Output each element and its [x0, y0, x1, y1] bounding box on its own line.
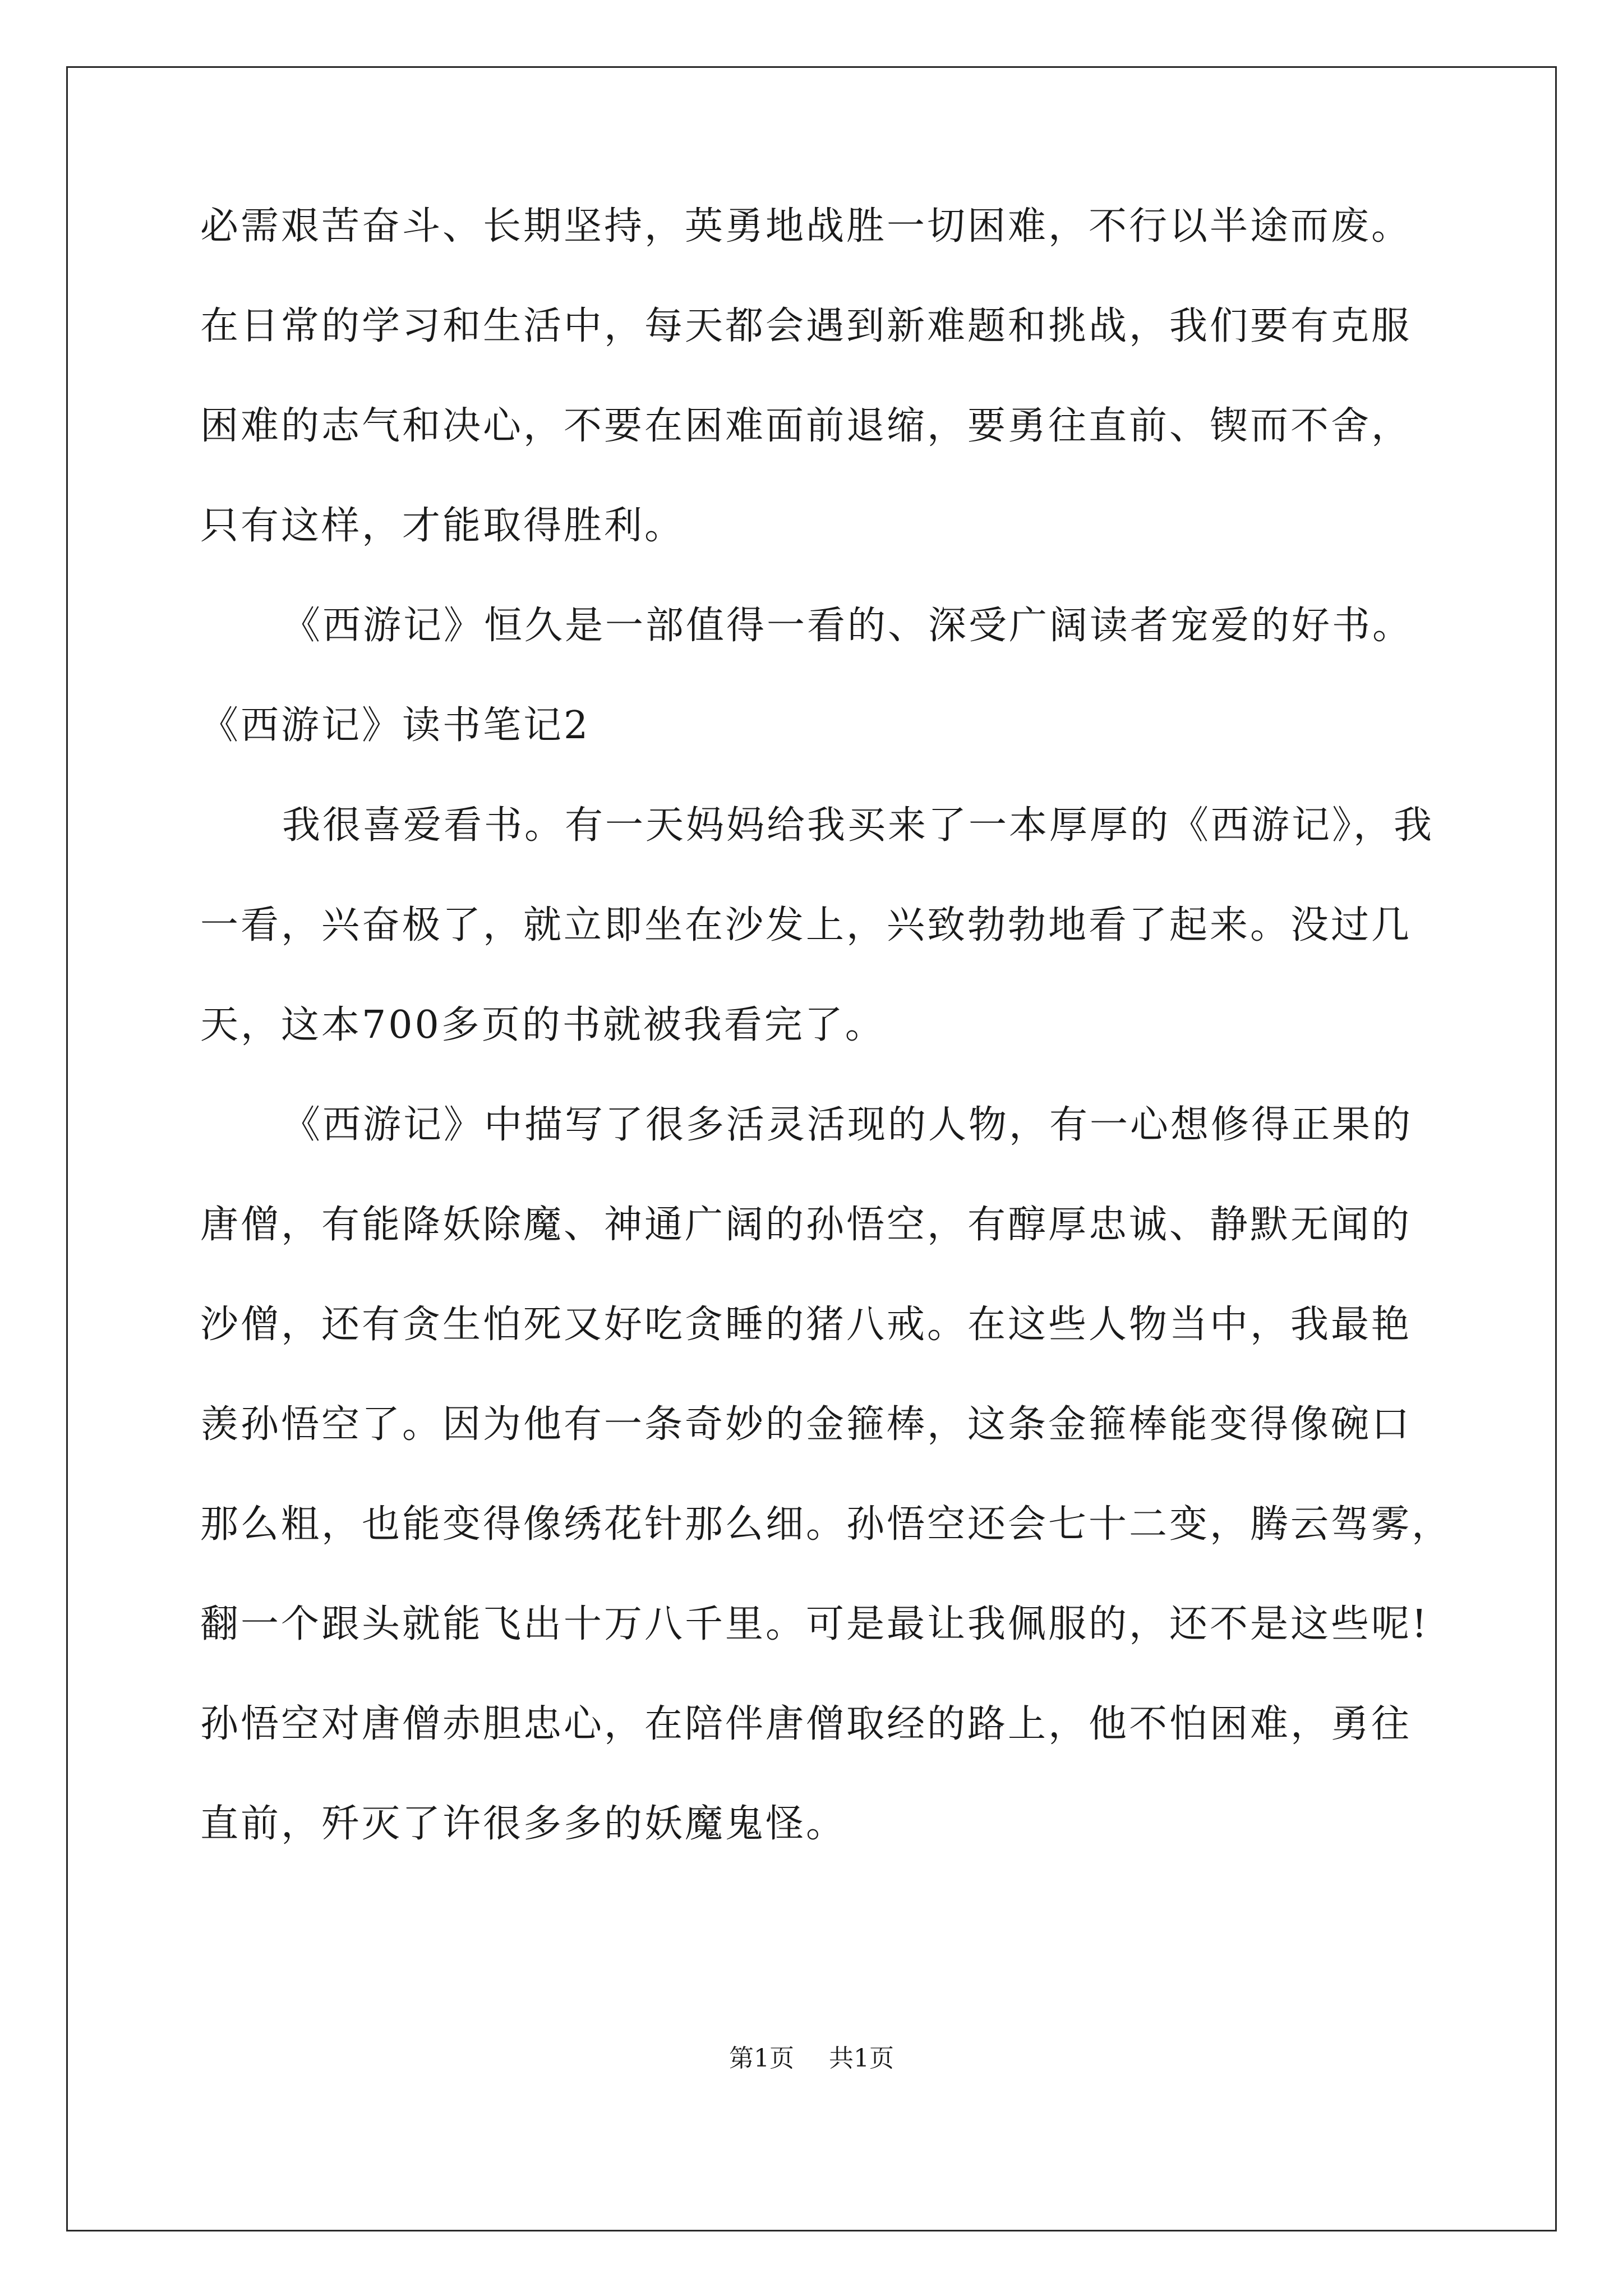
- text-line: 唐僧，有能降妖除魔、神通广阔的孙悟空，有醇厚忠诚、静默无闻的: [200, 1203, 1412, 1247]
- text-line: 翻一个跟头就能飞出十万八千里。可是最让我佩服的，还不是这些呢!: [200, 1602, 1430, 1646]
- text-line: 一看，兴奋极了，就立即坐在沙发上，兴致勃勃地看了起来。没过几: [200, 903, 1412, 947]
- text-line: 天，这本700多页的书就被我看完了。: [200, 1003, 886, 1047]
- text-line: 那么粗，也能变得像绣花针那么细。孙悟空还会七十二变，腾云驾雾，: [200, 1502, 1453, 1547]
- page-number-total: 共1页: [829, 2044, 894, 2073]
- text-line: 直前，歼灭了许很多多的妖魔鬼怪。: [200, 1802, 847, 1846]
- text-line: 羡孙悟空了。因为他有一条奇妙的金箍棒，这条金箍棒能变得像碗口: [200, 1402, 1412, 1447]
- text-line: 必需艰苦奋斗、长期坚持，英勇地战胜一切困难，不行以半途而废。: [200, 204, 1412, 249]
- text-line: 在日常的学习和生活中，每天都会遇到新难题和挑战，我们要有克服: [200, 304, 1412, 348]
- text-line: 只有这样，才能取得胜利。: [200, 504, 685, 548]
- text-line: 困难的志气和决心，不要在困难面前退缩，要勇往直前、锲而不舍，: [200, 404, 1412, 448]
- text-line: 我很喜爱看书。有一天妈妈给我买来了一本厚厚的《西游记》，我: [282, 803, 1435, 848]
- text-line: 《西游记》恒久是一部值得一看的、深受广阔读者宠爱的好书。: [282, 604, 1413, 648]
- text-line: 《西游记》中描写了很多活灵活现的人物，有一心想修得正果的: [282, 1103, 1413, 1147]
- document-body: [200, 177, 1456, 1874]
- text-line: 沙僧，还有贪生怕死又好吃贪睡的猪八戒。在这些人物当中，我最艳: [200, 1303, 1412, 1347]
- page-footer: [0, 2042, 1623, 2076]
- section-heading: 《西游记》读书笔记2: [200, 703, 591, 748]
- page-number-current: 第1页: [729, 2044, 794, 2073]
- text-line: 孙悟空对唐僧赤胆忠心，在陪伴唐僧取经的路上，他不怕困难，勇往: [200, 1702, 1412, 1746]
